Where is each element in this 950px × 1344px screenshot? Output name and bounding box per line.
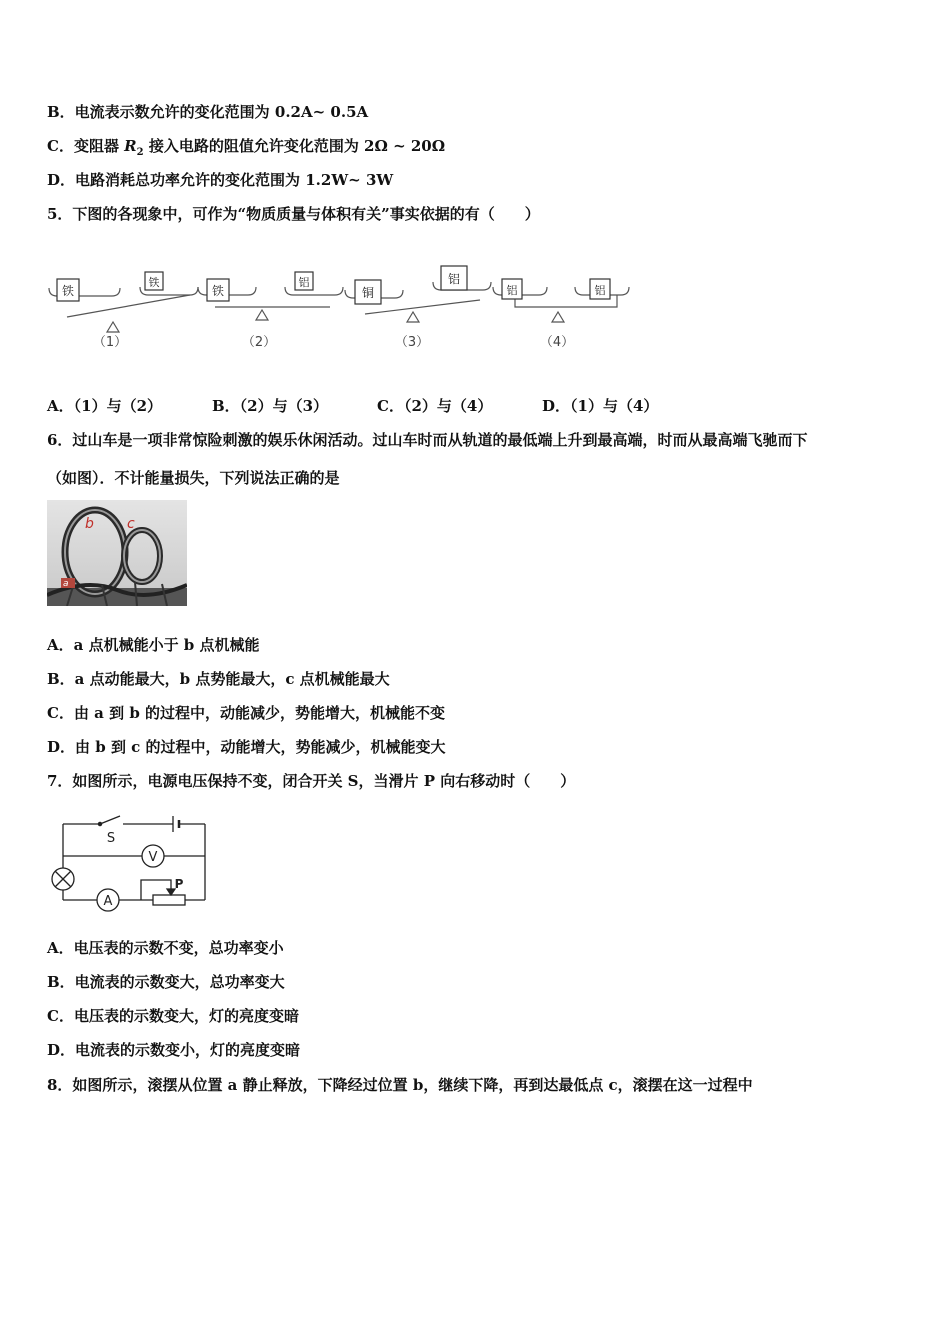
q5-option-d: D．（1）与（4）	[542, 397, 659, 415]
q6-stem-line2: （如图）．不计能量损失，下列说法正确的是	[47, 469, 340, 487]
balance-3-beam	[365, 300, 480, 314]
switch-icon	[100, 816, 120, 824]
q4-option-c-var: R	[124, 137, 137, 155]
switch-pivot	[98, 822, 101, 825]
q4-option-c-pre: C．变阻器	[47, 137, 125, 155]
slider-label: P	[174, 877, 184, 891]
label-a: a	[63, 579, 69, 589]
q6-option-c: C．由 a 到 b 的过程中，动能减少，势能增大，机械能不变	[47, 704, 446, 722]
block-label: 铜	[361, 286, 375, 300]
q5-option-a: A．（1）与（2）	[47, 397, 163, 415]
q4-option-d: D．电路消耗总功率允许的变化范围为 1.2W~ 3W	[47, 171, 394, 189]
ammeter-label: A	[103, 894, 113, 909]
balance-4-fulcrum	[552, 312, 564, 322]
block-label: 铁	[148, 276, 160, 289]
q7-option-d: D．电流表的示数变小，灯的亮度变暗	[47, 1041, 301, 1059]
q6-option-b: B．a 点动能最大，b 点势能最大，c 点机械能最大	[47, 670, 390, 688]
roller-coaster-photo	[47, 500, 187, 606]
block-label: 铝	[594, 284, 606, 297]
q7-option-b: B．电流表的示数变大，总功率变大	[47, 973, 285, 991]
q4-option-b: B．电流表示数允许的变化范围为 0.2A~ 0.5A	[47, 103, 369, 121]
balance-label-1: （1）	[92, 335, 128, 350]
q5-balance-figure	[45, 262, 630, 354]
slider-wire	[141, 880, 171, 900]
q7-stem: 7．如图所示，电源电压保持不变，闭合开关 S，当滑片 P 向右移动时（ ）	[47, 772, 576, 790]
rheostat-icon	[153, 895, 185, 905]
q4-option-c	[47, 136, 445, 163]
balance-label-2: （2）	[241, 335, 277, 350]
balance-1-beam	[67, 295, 190, 317]
q5-stem: 5．下图的各现象中，可作为“物质质量与体积有关”事实依据的有（ ）	[47, 205, 540, 223]
balance-label-3: （3）	[394, 335, 430, 350]
q4-option-c-sub: 2	[136, 147, 144, 158]
block-label: 铝	[506, 284, 518, 297]
balance-1-fulcrum	[107, 322, 119, 332]
block-label: 铝	[447, 272, 461, 286]
block-label: 铁	[61, 284, 75, 298]
balance-3-fulcrum	[407, 312, 419, 322]
balance-2-right-pan	[285, 287, 343, 295]
balance-label-4: （4）	[539, 335, 575, 350]
q8-stem: 8．如图所示，滚摆从位置 a 静止释放，下降经过位置 b，继续下降，再到达最低点 c，滚摆在这一过程中	[47, 1076, 753, 1094]
q6-stem-line1: 6．过山车是一项非常惊险刺激的娱乐休闲活动。过山车时而从轨道的最低端上升到最高端，时而从最高端飞驰而下	[47, 431, 808, 449]
q6-option-a: A．a 点机械能小于 b 点机械能	[47, 636, 260, 654]
label-b: b	[85, 516, 94, 532]
q6-option-d: D．由 b 到 c 的过程中，动能增大，势能减少，机械能变大	[47, 738, 446, 756]
q5-option-b: B．（2）与（3）	[212, 397, 329, 415]
switch-label: S	[106, 831, 116, 846]
q5-options	[47, 396, 658, 416]
block-label: 铝	[298, 276, 310, 289]
label-c: c	[127, 516, 135, 532]
balance-2-fulcrum	[256, 310, 268, 320]
q5-option-c: C．（2）与（4）	[377, 397, 493, 415]
voltmeter-label: V	[148, 850, 158, 865]
q7-option-c: C．电压表的示数变大，灯的亮度变暗	[47, 1007, 299, 1025]
block-label: 铁	[211, 284, 225, 298]
q4-option-c-post: 接入电路的阻值允许变化范围为 2Ω ~ 20Ω	[143, 137, 446, 155]
q7-option-a: A．电压表的示数不变，总功率变小	[47, 939, 284, 957]
circuit-diagram	[45, 812, 220, 918]
